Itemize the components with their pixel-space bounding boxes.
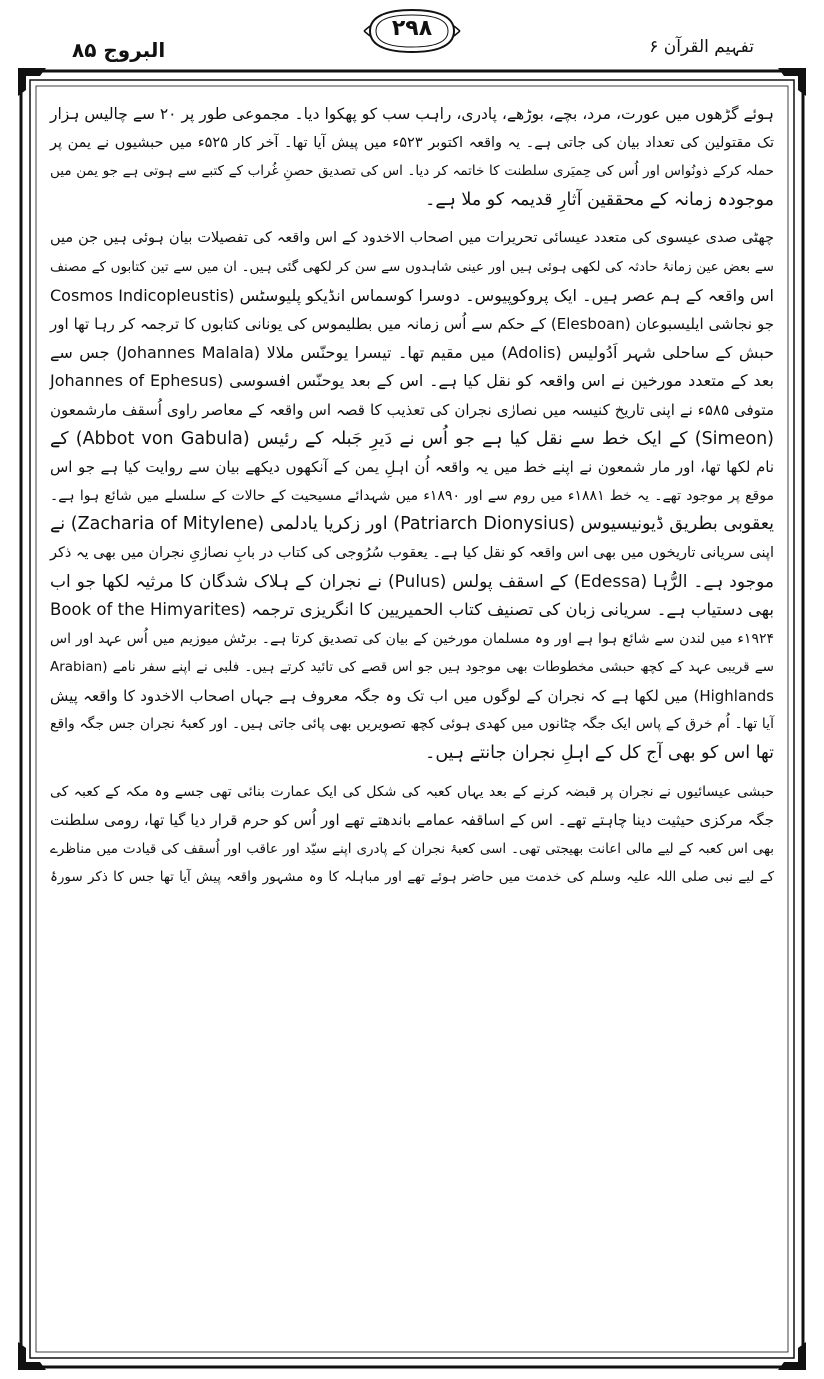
page-header [0,0,824,70]
surah-title: البروج ۸۵ [72,38,166,62]
text-line: اپنی سریانی تاریخوں میں بھی اس واقعہ کو نقل کیا ہے۔ یعقوب سُرُوجی کی کتاب در بابِ نصارٰیِ نجران میں بھی یہ ذکر [50,544,774,561]
text-line: تک مقتولین کی تعداد بیان کی جاتی ہے۔ یہ واقعہ اکتوبر ۵۲۳ء میں پیش آیا تھا۔ آخر کار ۵۲۵ء میں حبشیوں نے یمن پر [50,134,775,151]
text-line: یعقوبی بطریق ڈیونیسیوس (Patriarch Dionysius) اور زکریا یادلمی (Zacharia of Mitylene) نے [50,514,775,535]
page-number: ۲۹۸ [391,16,433,41]
text-line: آیا تھا۔ اُم خرق کے پاس ایک جگہ چٹانوں میں کھدی ہوئی کچھ تصویریں بھی پائی جاتی ہیں۔ اور کعبۂ نجران جس جگہ واقع [50,716,774,733]
text-line: اس واقعہ کے ہم عصر ہیں۔ ایک پروکوپیوس۔ دوسرا کوسماس انڈیکو پلیوسٹس (Cosmos Indicopleustis [50,285,774,305]
text-line: ہوئے گڑھوں میں عورت، مرد، بچے، بوڑھے، پادری، راہب سب کو پھکوا دیا۔ مجموعی طور پر ۲۰ سے چالیس ہزار [50,105,774,123]
text-line: Highlands) میں لکھا ہے کہ نجران کے لوگوں میں اب تک وہ جگہ معروف ہے جہاں اصحاب الاخدود کا واقعہ پیش [50,686,774,705]
text-line: ۱۹۲۴ء میں لندن سے شائع ہوا ہے اور وہ مسلمان مورخین کے بیان کی تصدیق کرتا ہے۔ برٹش میوزیم میں اُس عہد اور اس [50,630,774,647]
text-line: تھا اس کو بھی آج کل کے اہلِ نجران جانتے ہیں۔ [425,743,774,764]
text-line: موجودہ زمانہ کے محققین آثارِ قدیمہ کو ملا ہے۔ [425,189,774,210]
text-line: جو نجاشی ایلیسبوعان (Elesboan) کے حکم سے اُس زمانہ میں بطلیموس کی یونانی کتابوں کا ترجمہ کر رہا تھا اور [50,315,774,334]
text-line: چھٹی صدی عیسوی کی متعدد عیسائی تحریرات میں اصحاب الاخدود کے اس واقعہ کی تفصیلات بیان ہوئی ہیں جن میں [50,230,774,247]
text-line: بھی اس کعبہ کے لیے مالی اعانت بھیجتی تھی۔ اسی کعبۂ نجران کے پادری اپنے سیّد اور عاقب اور اُسقف کی قیادت میں مناظرے [50,840,774,857]
text-line: موجود ہے۔ الرُّہا (Edessa) کے اسقف پولس (Pulus) نے نجران کے ہلاک شدگان کا مرثیہ لکھا جو اب [50,571,775,592]
paragraph-1 [50,100,774,214]
text-line: حبش کے ساحلی شہر اَدُولیس (Adolis) میں مقیم تھا۔ تیسرا یوحنّس ملالا (Johannes Malala) جس سے [50,342,775,362]
text-line: بھی دستیاب ہے۔ سریانی زبان کی تصنیف کتاب الحمیریین کا انگریزی ترجمہ (Book of the Himyarites [50,600,774,620]
text-line: حبشی عیسائیوں نے نجران پر قبضہ کرنے کے بعد یہاں کعبہ کی شکل کی ایک عمارت بنائی تھی جسے وہ مکہ کے کعبہ کی [50,783,774,800]
text-line: موقع پر موجود تھے۔ یہ خط ۱۸۸۱ء میں روم سے اور ۱۸۹۰ء میں شہدائے مسیحیت کے حالات کے سلسلے میں شائع ہوا ہے۔ [50,487,774,504]
paragraph-3 [50,778,774,892]
paragraph-2 [50,224,774,767]
text-line: جگہ مرکزی حیثیت دینا چاہتے تھے۔ اس کے اساقفہ عمامے باندھتے تھے اور اُس کو حرم قرار دیا گیا تھا، رومی سلطنت [50,811,774,830]
book-title: تفہیم القرآن ۶ [649,37,754,57]
text-line: (Simeon) کے ایک خط سے نقل کیا ہے جو اُس نے دَیرِ جَبلہ کے رئیس (Abbot von Gabula) کے [50,428,774,449]
text-line: کے لیے نبی صلی اللہ علیہ وسلم کی خدمت میں حاضر ہوئے تھے اور مباہلہ کا وہ مشہور واقعہ پیش آیا تھا جس کا ذکر سورۂ [50,869,774,886]
page-number-emblem [362,6,462,56]
text-line: متوفی ۵۸۵ء نے اپنی تاریخ کنیسہ میں نصارٰی نجران کی تعذیب کا قصہ اس واقعہ کے معاصر راوی اُسقف مارشمعون [50,400,774,419]
text-line: حملہ کرکے ذونُواس اور اُس کی حِمیَری سلطنت کا خاتمہ کر دیا۔ اس کی تصدیق حصنِ غُراب کے کتبے سے ہوتی ہے جو یمن میں [50,163,774,180]
text-line: سے بعض عین زمانۂ حادثہ کی لکھی ہوئی ہیں اور عینی شاہدوں سے سن کر لکھی گئی ہیں۔ ان میں سے تین کتابوں کے مصنف [50,258,774,275]
text-line: سے قریبی عہد کے کچھ حبشی مخطوطات بھی موجود ہیں جو اس قصے کی تائید کرتے ہیں۔ فلبی نے اپنے سفر نامے (Arabian [50,659,774,676]
text-line: نام لکھا تھا، اور مار شمعون نے اپنے خط میں یہ واقعہ اُن اہلِ یمن کے آنکھوں دیکھے بیان سے روایت کیا ہے جو اس [50,458,774,477]
text-line: بعد کے متعدد مورخین نے اس واقعہ کو نقل کیا ہے۔ اس کے بعد یوحنّس افسوسی (Johannes of Ephesus [50,371,774,391]
main-text [50,100,774,892]
